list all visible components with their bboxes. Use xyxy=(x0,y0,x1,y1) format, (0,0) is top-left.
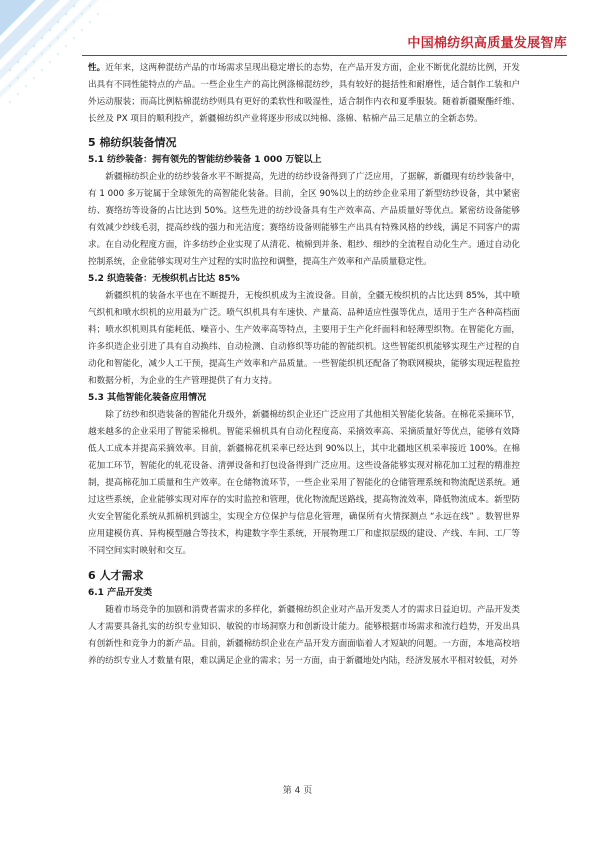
section-5-2-heading: 5.2 织造装备：无梭织机占比达 85% xyxy=(88,274,240,284)
section-5-1-text: 新疆棉纺织企业的纺纱装备水平不断提高，先进的纺纱设备得到了广泛应用，了据解，新疆现有纺纱装备中，有 1 000 多万锭属于全球领先的高智能化装备。目前，全区 90%以上的纺纱企业采用了新型纺纱设备，其中紧密纺、赛络纺等设备的占比达到 50%。这些先进的纺纱设备具有生产效率高、产品质量好等优点。紧密纺设备能够有效减少纱线毛羽，提高纱线的强力和光洁度；赛络纺设备则能够生产出具有特殊风格的纱线，满足不同客户的需求。在自动化程度方面，许多纺纱企业实现了从清花、梳棉到并条、粗纱、细纱的全流程自动化生产。通过自动化控制系统，企业能够实现对生产过程的实时监控和调整，提高生产效率和产品质量稳定性。 xyxy=(88,172,520,267)
section-5-1-heading: 5.1 纺纱装备：拥有领先的智能纺纱装备 1 000 万锭以上 xyxy=(88,155,322,165)
intro-text: 近年来，这两种混纺产品的市场需求呈现出稳定增长的态势，在产品开发方面，企业不断优化混纺比例，开发出具有不同性能特点的产品。一些企业生产的高比例涤棉混纺纱，具有较好的挺括性和耐磨性，适合制作工装和户外运动服装；而高比例粘棉混纺纱则具有更好的柔软性和吸湿性，适合制作内衣和夏季服装。随着新疆聚酯纤维、长丝及 PX 项目的顺利投产，新疆棉纺织产业将逐步形成以纯棉、涤棉、粘棉产品三足鼎立的全新态势。 xyxy=(88,63,520,124)
page-number: 第 4 页 xyxy=(282,786,313,796)
section-6-1-text: 随着市场竞争的加剧和消费者需求的多样化，新疆棉纺织企业对产品开发类人才的需求日益迫切。产品开发类人才需要具备扎实的纺织专业知识、敏锐的市场洞察力和创新设计能力。能够根据市场需求和流行趋势，开发出具有创新性和竞争力的新产品。目前，新疆棉纺织企业在产品开发方面面临着人才短缺的问题。一方面，本地高校培养的纺织专业人才数量有限，难以满足企业的需求；另一方面，由于新疆地处内陆，经济发展水平相对较低，对外 xyxy=(88,605,520,666)
header-title: 中国棉纺织高质量发展智库 xyxy=(407,36,567,51)
section-5-heading: 5 棉纺织装备情况 xyxy=(88,136,177,149)
section-6-1-heading: 6.1 产品开发类 xyxy=(88,588,153,598)
intro-paragraph xyxy=(88,60,520,128)
intro-lead: 性。 xyxy=(88,63,106,73)
section-6-heading: 6 人才需求 xyxy=(88,569,144,582)
section-5-3-heading: 5.3 其他智能化装备应用情况 xyxy=(88,393,207,403)
section-5-3-text: 除了纺纱和织造装备的智能化升级外，新疆棉纺织企业还广泛应用了其他相关智能化装备。在棉花采摘环节，越来越多的企业采用了智能采棉机。智能采棉机具有自动化程度高、采摘效率高、采摘质量好等优点，能够有效降低人工成本并提高采摘效率。目前，新疆棉花机采率已经达到 90%以上，其中北疆地区机采率接近 100%。在棉花加工环节，智能化的轧花设备、清弹设备和打包设备得到广泛应用。这些设备能够实现对棉花加工过程的精准控制，提高棉花加工质量和生产效率。在仓储物流环节，一些企业采用了智能化的仓储管理系统和物流配送系统。通过这些系统，企业能够实现对库存的实时监控和管理，优化物流配送路线，提高物流效率，降低物流成本。新型防火安全智能化系统从抓棉机到滤尘，实现全方位保护与信息化管理，确保所有火情探测点 “永远在线” 。数智世界应用建模仿真、异构模型融合等技术，构建数字孪生系统，开展物理工厂和虚拟层级的建设、产线、车间、工厂等不同空间实时映射和交互。 xyxy=(88,410,520,556)
page-content xyxy=(88,60,520,670)
section-5-2-text: 新疆织机的装备水平也在不断提升，无梭织机成为主流设备。目前，全疆无梭织机的占比达到 85%，其中喷气织机和喷水织机的应用最为广泛。喷气织机具有车速快、产量高、品种适应性强等优点，适用于生产各种高档面料；喷水织机则具有能耗低、噪音小、生产效率高等特点，主要用于生产化纤面料和轻薄型织物。在智能化方面，许多织造企业引进了具有自动换纬、自动检测、自动修织等功能的智能织机。这些智能织机能够实现生产过程的自动化和智能化，减少人工干预，提高生产效率和产品质量。一些智能织机还配备了物联网模块，能够实现远程监控和数据分析，为企业的生产管理提供了有力支持。 xyxy=(88,291,520,386)
header-rule xyxy=(82,55,567,56)
